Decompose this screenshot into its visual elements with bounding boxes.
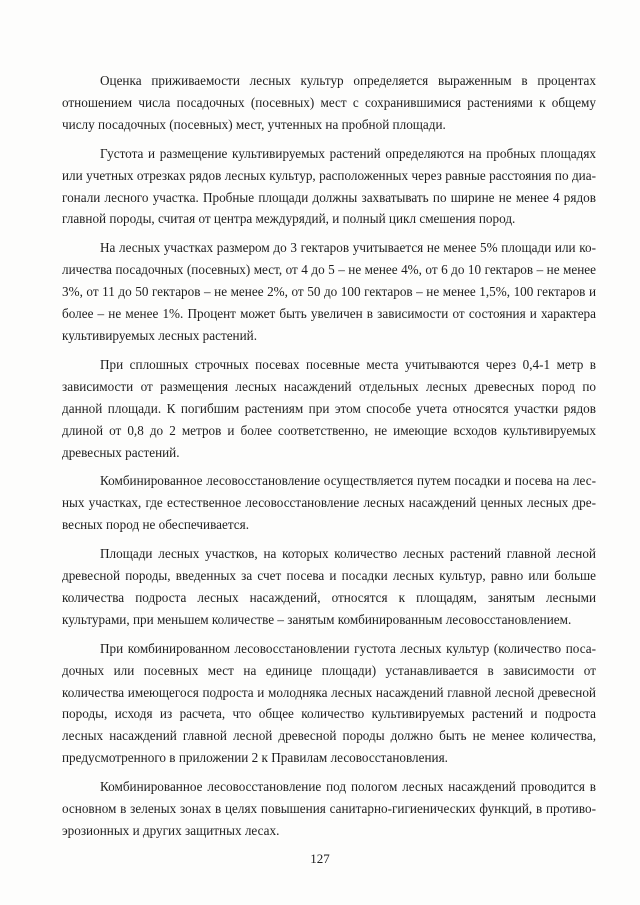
paragraph: При сплошных строчных посевах посевные места учитываются через 0,4-1 метр в зависимости от размещения лесных насаждений отдельных лесных древесных пород по данной площади. К погибшим растениям при этом способе учета относятся участки рядов длиной от 0,8 до 2 метров и более соответственно, не имеющие всходов культивируемых древесных растений. — [62, 356, 596, 460]
paragraph: Площади лесных участков, на которых количество лесных растений главной лесной древесной породы, введенных за счет посева и посадки лесных культур, равно или больше количества подроста лесных насаждений, относятся к площадям, занятым лесными культурами, при меньшем количестве – занятым комбинированным лесовосстановлением. — [62, 546, 596, 627]
paragraph: При комбинированном лесовосстановлении густота лесных культур (количество посадочных или посевных мест на единице площади) устанавливается в зависимости от количества имеющегося подроста и молодняка лесных насаждений главной лесной древесной породы, исходя из расчета, что общее количество культивируемых растений и подроста лесных насаждений главной лесной древесной породы должно быть не менее количества, предусмотренного в приложении 2 к Правилам лесовосстановления. — [62, 640, 596, 766]
paragraph: На лесных участках размером до 3 гектаров учитывается не менее 5% площади или количества посадочных (посевных) мест, от 4 до 5 – не менее 4%, от 6 до 10 гектаров – не менее 3%, от 11 до 50 гектаров – не менее 2%, от 50 до 100 гектаров – не менее 1,5%, 100 гектаров и более – не менее 1%. Процент может быть увеличен в зависимости от состояния и характера культивируемых лесных растений. — [62, 240, 596, 343]
paragraph: Комбинированное лесовосстановление под пологом лесных насаждений проводится в основном в зеленых зонах в целях повышения санитарно-гигиенических функций, в противоэрозионных и других защитных лесах. — [62, 779, 596, 838]
paragraph: Комбинированное лесовосстановление осуществляется путем посадки и посева на лесных участках, где естественное лесовосстановление лесных насаждений ценных лесных древесных пород не обеспечивается. — [62, 473, 596, 533]
paragraph: Густота и размещение культивируемых растений определяются на пробных площадях или учетных отрезках рядов лесных культур, расположенных через равные расстояния по диагонали лесного участка. Пробные площади должны захватывать по ширине не менее 4 рядов главной породы, считая от центра междурядий, и полный цикл смешения пород. — [62, 145, 596, 227]
body-text — [62, 70, 596, 849]
paragraph: Оценка приживаемости лесных культур определяется выраженным в процентах отношением числа посадочных (посевных) мест с сохранившимися растениями к общему числу посадочных (посевных) мест, учтенных на пробной площади. — [62, 73, 596, 132]
page-number: 127 — [310, 851, 330, 866]
